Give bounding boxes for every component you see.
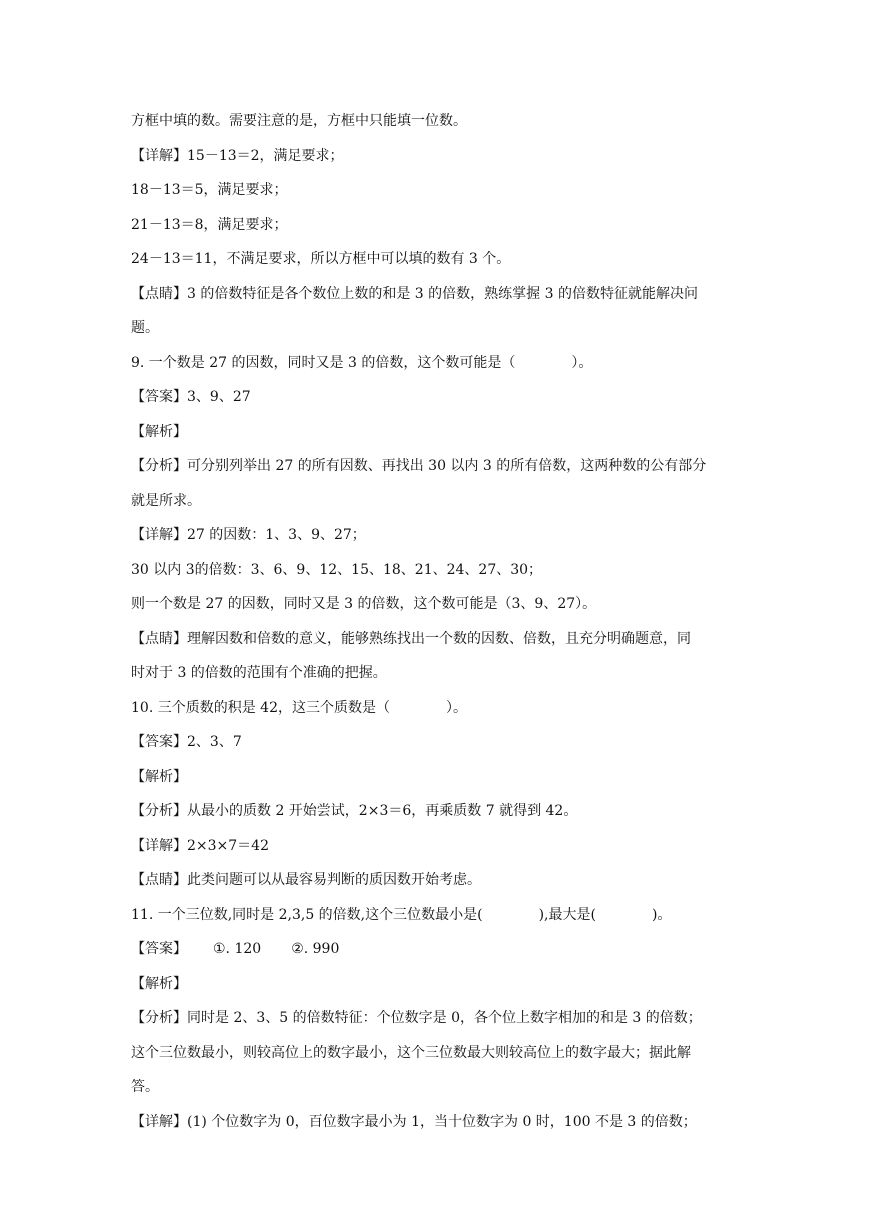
- text-line: 【点睛】3 的倍数特征是各个数位上数的和是 3 的倍数，熟练掌握 3 的倍数特征就能解决问: [131, 285, 698, 302]
- text-line: 就是所求。: [131, 492, 201, 509]
- text-line: 方框中填的数。需要注意的是，方框中只能填一位数。: [131, 113, 467, 129]
- answer-11: [131, 932, 741, 967]
- text-line: 【详解】27 的因数：1、3、9、27；: [131, 527, 366, 543]
- text-line: 【解析】: [131, 768, 187, 785]
- text-line: 【解析】: [131, 975, 187, 992]
- question-11: 11. 一个三位数,同时是 2,3,5 的倍数,这个三位数最小是( ),最大是( )。: [131, 906, 672, 923]
- text-line: 【点睛】此类问题可以从最容易判断的质因数开始考虑。: [131, 872, 481, 888]
- answer-10: 【答案】2、3、7: [131, 734, 242, 750]
- text-line: 【分析】同时是 2、3、5 的倍数特征：个位数字是 0，各个位上数字相加的和是 3 的倍数；: [131, 1010, 702, 1026]
- text-line: 【分析】可分别列举出 27 的所有因数、再找出 30 以内 3 的所有倍数，这两种数的公有部分: [131, 458, 707, 474]
- answer-first: ①. 120: [213, 941, 262, 957]
- text-line: 【分析】从最小的质数 2 开始尝试，2×3＝6，再乘质数 7 就得到 42。: [131, 803, 578, 819]
- answer-label: 【答案】: [131, 941, 187, 957]
- text-line: 30 以内 3的倍数：3、6、9、12、15、18、21、24、27、30；: [131, 561, 543, 578]
- text-line: 题。: [131, 320, 159, 336]
- answer-second: ②. 990: [291, 941, 340, 957]
- text-line: 这个三位数最小，则较高位上的数字最小，这个三位数最大则较高位上的数字最大；据此解: [131, 1044, 691, 1061]
- question-10: 10. 三个质数的积是 42，这三个质数是（ ）。: [131, 699, 467, 716]
- text-line: 则一个数是 27 的因数，同时又是 3 的倍数，这个数可能是（3、9、27）。: [131, 596, 597, 612]
- text-line: 【详解】(1) 个位数字为 0，百位数字最小为 1，当十位数字为 0 时，100 不是 3 的倍数；: [131, 1113, 697, 1130]
- text-line: 答。: [131, 1079, 159, 1095]
- document-body: [131, 104, 741, 1139]
- text-line: 18－13＝5，满足要求；: [131, 182, 288, 198]
- text-line: 【详解】2×3×7＝42: [131, 837, 269, 854]
- question-9: 9. 一个数是 27 的因数，同时又是 3 的倍数，这个数可能是（ ）。: [131, 354, 593, 371]
- text-line: 【详解】15－13＝2，满足要求；: [131, 147, 344, 164]
- text-line: 24－13＝11，不满足要求，所以方框中可以填的数有 3 个。: [131, 251, 511, 267]
- text-line: 时对于 3 的倍数的范围有个准确的把握。: [131, 665, 387, 681]
- text-line: 【解析】: [131, 423, 187, 440]
- text-line: 【点睛】理解因数和倍数的意义，能够熟练找出一个数的因数、倍数，且充分明确题意，同: [131, 630, 691, 647]
- text-line: 21－13＝8，满足要求；: [131, 216, 288, 233]
- answer-9: 【答案】3、9、27: [131, 389, 251, 405]
